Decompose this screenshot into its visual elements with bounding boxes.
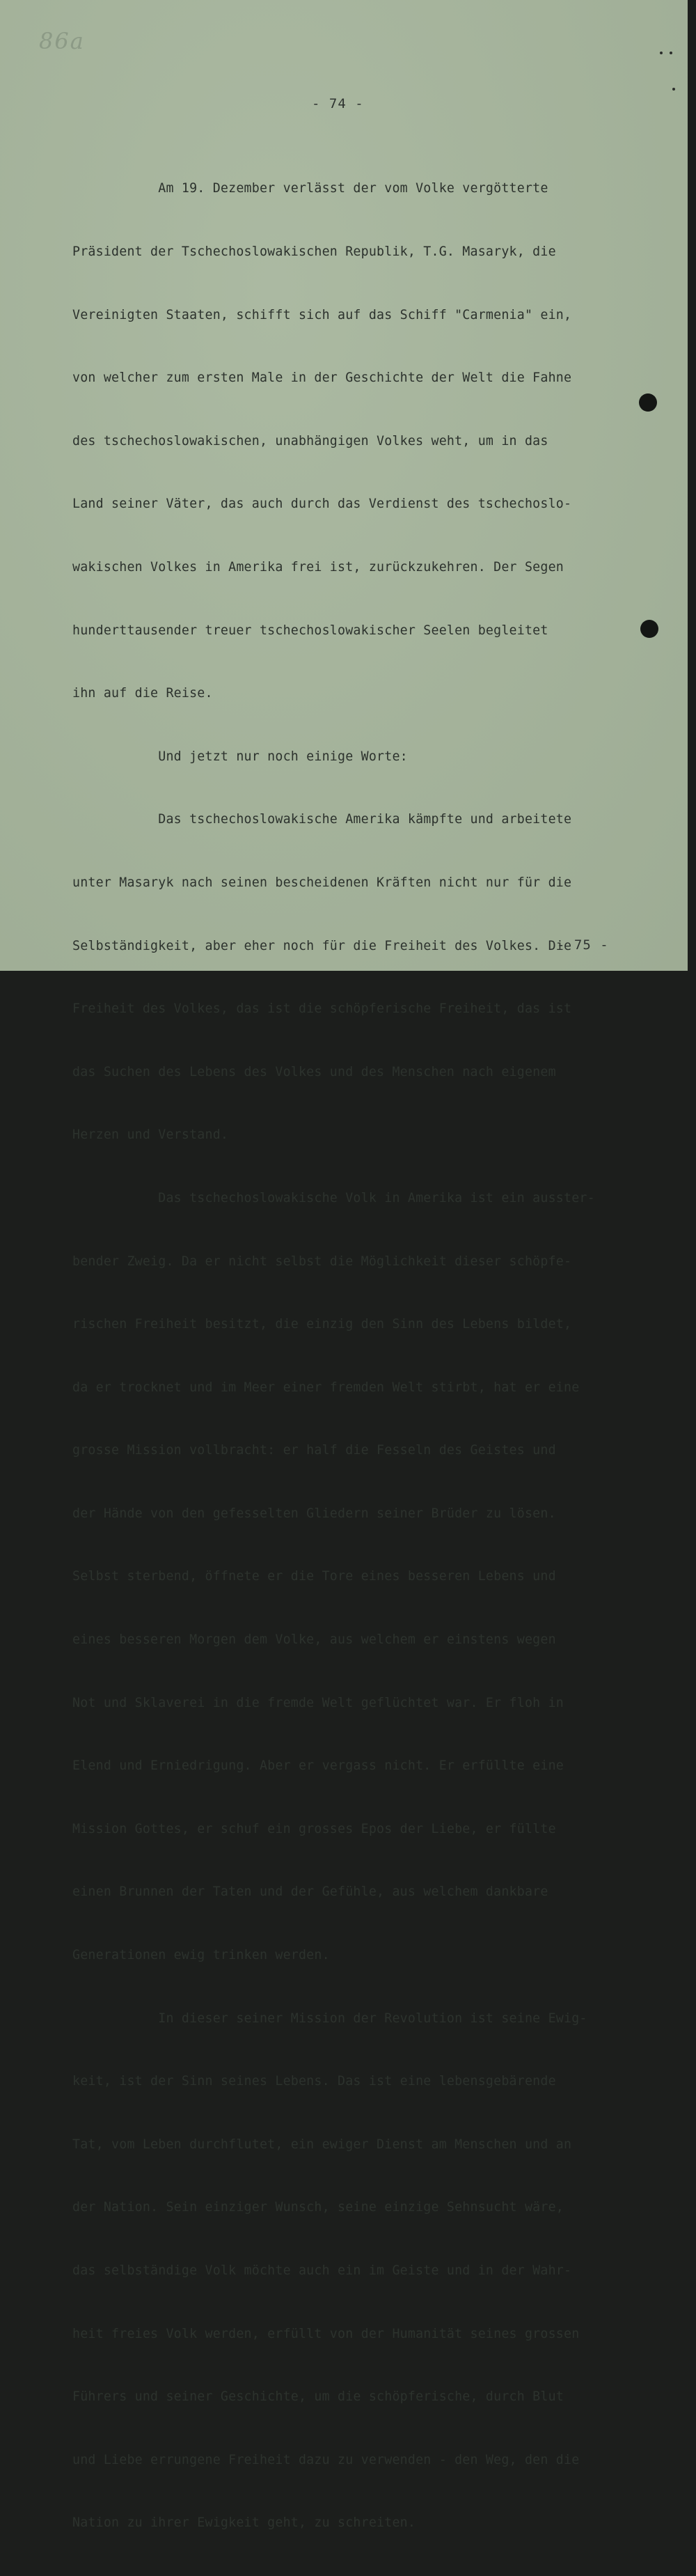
- text-line: der Hände von den gefesselten Gliedern seiner Brüder zu lösen.: [72, 1506, 556, 1521]
- text-line: Das tschechoslowakische Volk in Amerika ist ein ausster-: [72, 1190, 595, 1205]
- text-line: Selbst sterbend, öffnete er die Tore eines besseren Lebens und: [72, 1569, 556, 1584]
- text-line: einen Brunnen der Taten und der Gefühle, aus welchem dankbare: [72, 1884, 548, 1900]
- text-line: hunderttausender treuer tschechoslowakischer Seelen begleitet: [72, 623, 548, 638]
- text-line: Not und Sklaverei in die fremde Welt geflüchtet war. Er floh in: [72, 1695, 564, 1710]
- text-line: Freiheit des Volkes, das ist die schöpferische Freiheit, das ist: [72, 1001, 572, 1017]
- text-line: Präsident der Tschechoslowakischen Republik, T.G. Masaryk, die: [72, 244, 556, 259]
- text-line: Herzen und Verstand.: [72, 1127, 229, 1143]
- text-line: des tschechoslowakischen, unabhängigen Volkes weht, um in das: [72, 433, 548, 448]
- text-line: grosse Mission vollbracht: er half die Fesseln des Geistes und: [72, 1443, 556, 1458]
- text-line: Selbständigkeit, aber eher noch für die Freiheit des Volkes. Die: [72, 938, 572, 953]
- text-line: das selbständige Volk möchte auch ein im Geiste und in der Wahr-: [72, 2263, 572, 2278]
- text-line: rischen Freiheit besitzt, die einzig den Sinn des Lebens bildet,: [72, 1317, 572, 1332]
- ink-speck: [672, 88, 675, 91]
- text-line: Nation zu ihrer Ewigkeit geht, zu schreiten.: [72, 2515, 416, 2531]
- text-line: Mission Gottes, er schuf ein grosses Epos der Liebe, er füllte: [72, 1821, 556, 1836]
- text-line: Generationen ewig trinken werden.: [72, 1948, 330, 1963]
- text-line: keit, ist der Sinn seines Lebens. Das ist eine lebensgebärende: [72, 2074, 556, 2089]
- text-line: Und jetzt nur noch einige Worte:: [72, 749, 408, 764]
- text-line: Elend und Erniedrigung. Aber er vergass nicht. Er erfüllte eine: [72, 1758, 564, 1774]
- text-line: heit freies Volk werden, erfüllt von der Humanität seines grossen: [72, 2326, 580, 2341]
- text-line: unter Masaryk nach seinen bescheidenen Kräften nicht nur für die: [72, 875, 572, 890]
- text-line: Am 19. Dezember verlässt der vom Volke vergötterte: [72, 181, 548, 196]
- text-line: der Nation. Sein einziger Wunsch, seine einzige Sehnsucht wäre,: [72, 2200, 564, 2215]
- punch-hole: [639, 393, 657, 412]
- next-page-marker: - 75 -: [557, 937, 609, 953]
- text-line: bender Zweig. Da er nicht selbst die Möglichkeit dieser schöpfe-: [72, 1254, 572, 1269]
- text-line: Land seiner Väter, das auch durch das Verdienst des tschechoslo-: [72, 497, 572, 512]
- handwritten-archive-number: 86a: [39, 28, 85, 54]
- text-line: wakischen Volkes in Amerika frei ist, zurückzukehren. Der Segen: [72, 559, 564, 575]
- punch-hole: [640, 620, 658, 638]
- text-line: Das tschechoslowakische Amerika kämpfte und arbeitete: [72, 812, 572, 827]
- page-number: - 74 -: [312, 96, 364, 111]
- text-line: das Suchen des Lebens des Volkes und des Menschen nach eigenem: [72, 1064, 556, 1079]
- text-line: von welcher zum ersten Male in der Geschichte der Welt die Fahne: [72, 370, 572, 386]
- ink-speck: [670, 52, 672, 54]
- text-line: eines besseren Morgen dem Volke, aus welchem er einstens wegen: [72, 1632, 556, 1648]
- text-line: ihn auf die Reise.: [72, 686, 213, 701]
- text-line: Vereinigten Staaten, schifft sich auf das Schiff "Carmenia" ein,: [72, 307, 572, 322]
- ink-speck: [660, 52, 663, 54]
- text-line: da er trocknet und im Meer einer fremden Welt stirbt, hat er eine: [72, 1380, 580, 1395]
- body-text: [72, 136, 629, 2576]
- text-line: In dieser seiner Mission der Revolution ist seine Ewig-: [72, 2011, 587, 2026]
- text-line: Tat, vom Leben durchflutet, ein ewiger Dienst am Menschen und an: [72, 2137, 572, 2152]
- text-line: und Liebe errungene Freiheit dazu zu verwenden - den Weg, den die: [72, 2452, 580, 2467]
- text-line: Führers und seiner Geschichte, um die schöpferische, durch Blut: [72, 2389, 564, 2405]
